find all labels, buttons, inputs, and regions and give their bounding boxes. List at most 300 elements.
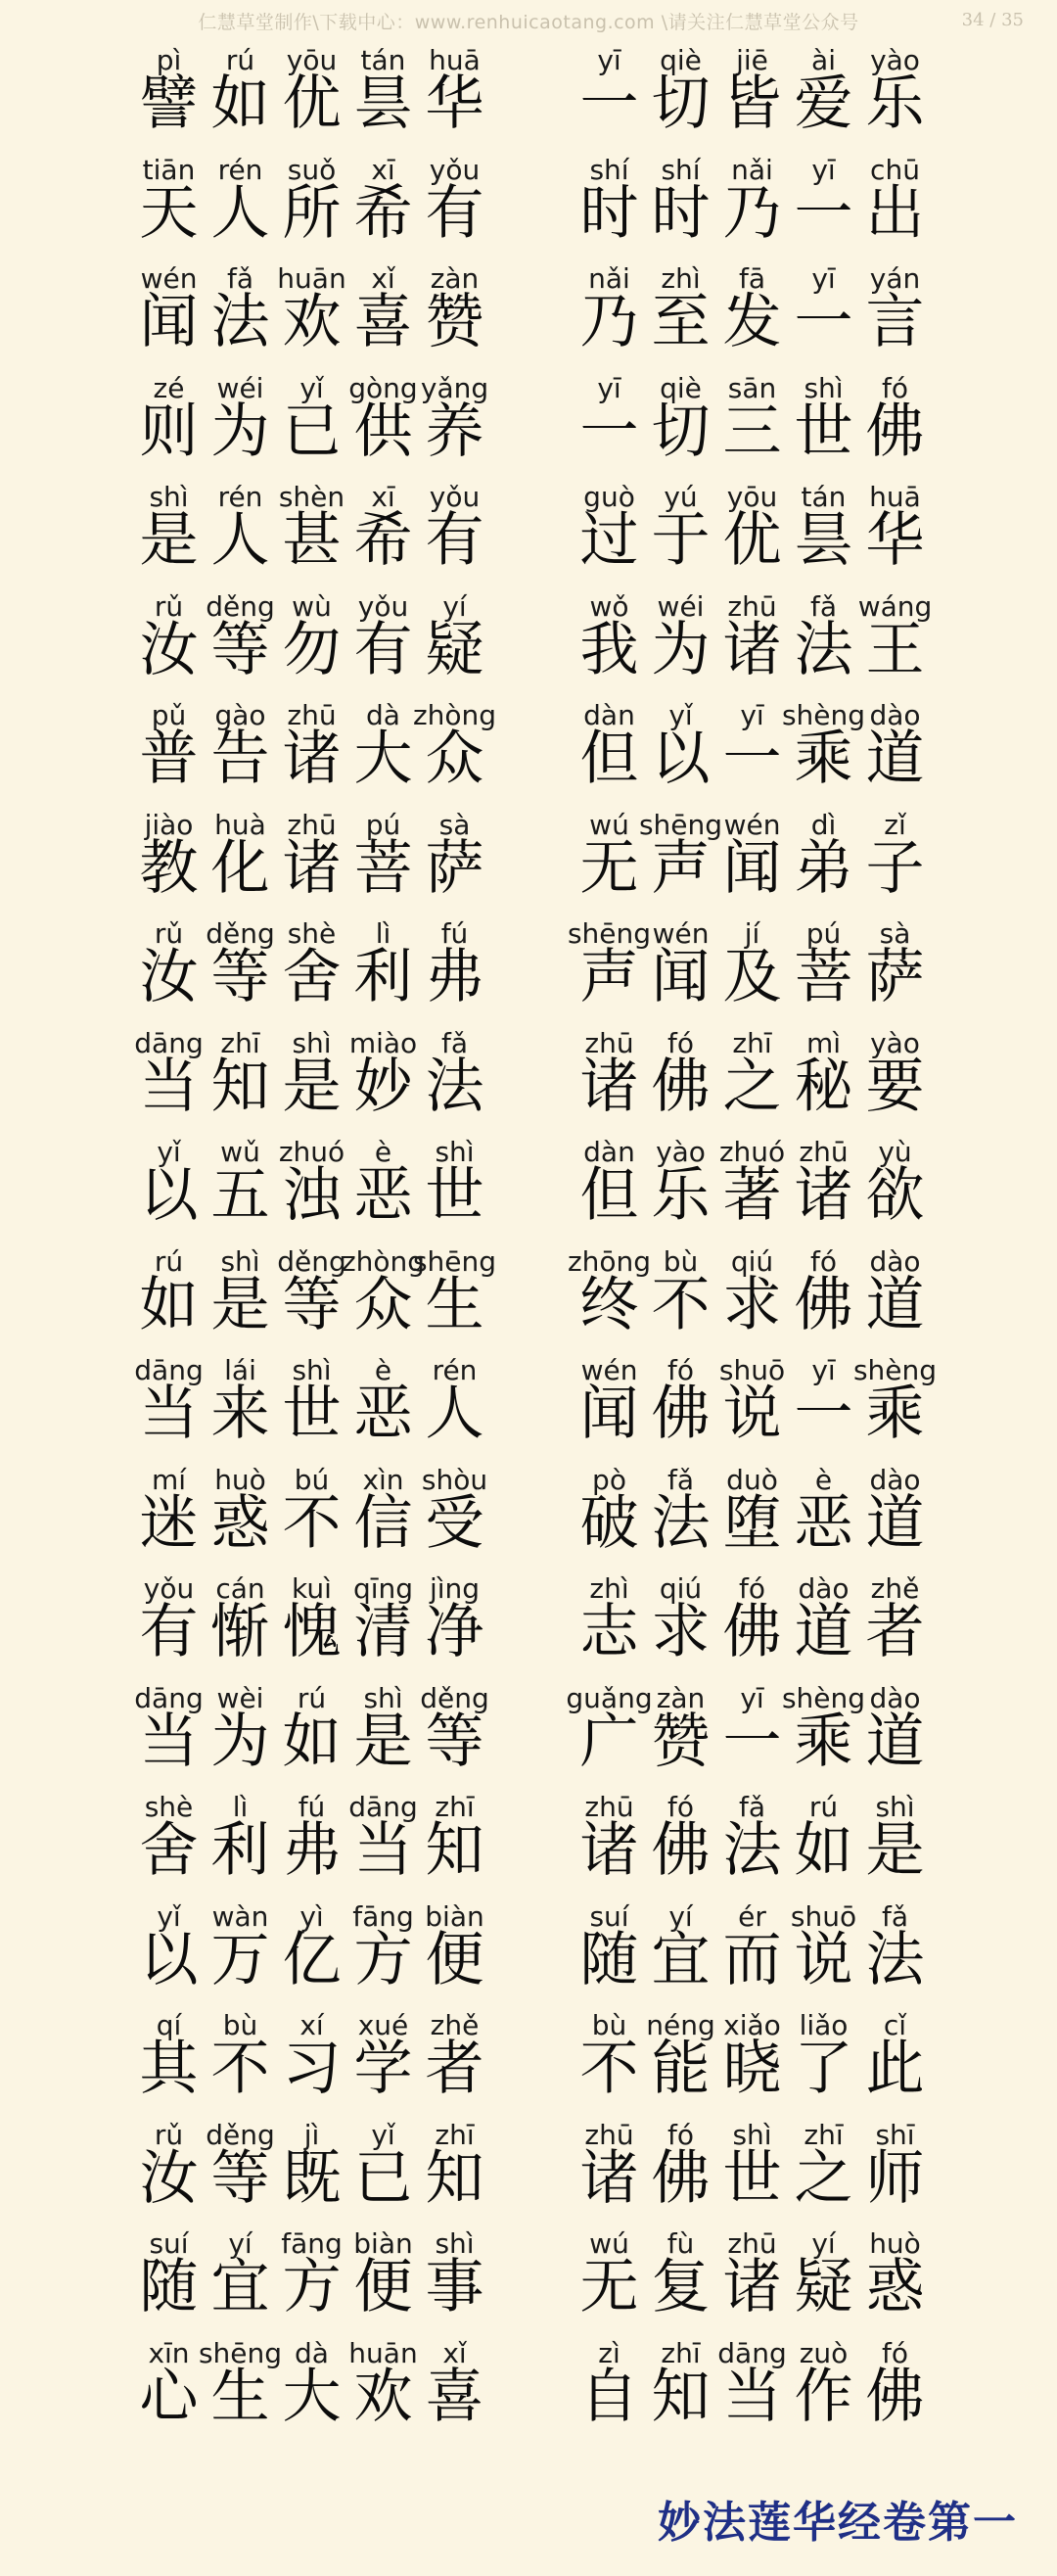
pinyin: yí: [228, 2227, 253, 2260]
pinyin: shì: [435, 2227, 475, 2260]
pinyin: xiǎo: [723, 2009, 781, 2041]
hanzi: 为: [210, 1707, 270, 1776]
hanzi: 之: [794, 2143, 853, 2213]
pinyin: yī: [597, 371, 621, 404]
hanzi: 等: [425, 1707, 484, 1776]
pinyin: shèng: [781, 1681, 866, 1714]
character-cell: [419, 1351, 490, 1461]
hanzi: 乘: [794, 725, 853, 793]
hanzi: 是: [139, 506, 199, 575]
hanzi: 道: [865, 1488, 925, 1558]
pinyin: è: [374, 1136, 392, 1168]
pinyin: jìng: [429, 1572, 481, 1605]
pinyin: yí: [442, 589, 467, 623]
pinyin: fāng: [352, 1899, 414, 1933]
pinyin: huā: [429, 44, 481, 76]
hanzi: 恶: [353, 1380, 413, 1448]
hanzi: 以: [139, 1925, 199, 1994]
verse-row: [133, 151, 936, 260]
hanzi: 无: [579, 833, 639, 903]
hanzi: 赞: [425, 288, 484, 356]
pinyin: dà: [366, 699, 400, 731]
pinyin: yǐ: [371, 2118, 395, 2151]
pinyin: yī: [811, 153, 836, 186]
hanzi: 教: [139, 833, 199, 903]
hanzi: 能: [651, 2035, 711, 2103]
pinyin: qiè: [660, 371, 702, 404]
character-cell: [412, 696, 497, 806]
hanzi: 其: [139, 2035, 199, 2103]
character-cell: [419, 806, 490, 915]
hanzi: 法: [651, 1488, 711, 1558]
character-cell: [419, 1679, 490, 1789]
hanzi: 弗: [282, 1816, 342, 1885]
hanzi: 声: [651, 833, 711, 903]
hanzi: 闻: [139, 288, 199, 356]
hanzi: 者: [425, 2035, 484, 2103]
character-cell: [419, 259, 490, 369]
character-cell: [859, 1788, 931, 1897]
character-cell: [419, 151, 490, 260]
pinyin: bú: [294, 1463, 330, 1496]
pinyin: shèng: [852, 1354, 938, 1386]
hanzi: 道: [865, 725, 925, 793]
pinyin: fāng: [281, 2227, 343, 2260]
pinyin: qiè: [660, 44, 702, 76]
pinyin: wàn: [211, 1899, 269, 1933]
pinyin: děng: [206, 589, 275, 623]
pinyin: yǐ: [157, 1136, 181, 1168]
pinyin: zhū: [727, 2227, 777, 2260]
pinyin: yào: [870, 44, 920, 76]
hanzi: 道: [865, 1270, 925, 1339]
hanzi: 一: [579, 70, 639, 138]
pinyin: suǒ: [287, 153, 337, 186]
hanzi: 以: [139, 1161, 199, 1230]
hanzi: 习: [282, 2035, 342, 2103]
hanzi: 恶: [794, 1488, 853, 1558]
pinyin: zhòng: [412, 699, 497, 731]
hanzi: 欲: [865, 1161, 925, 1230]
pinyin: huò: [214, 1463, 266, 1496]
pinyin: rén: [217, 481, 263, 513]
pinyin: jì: [303, 2118, 320, 2151]
pinyin: fó: [810, 1244, 837, 1278]
pinyin: shì: [435, 1136, 475, 1168]
hanzi: 万: [210, 1925, 270, 1994]
pinyin: zàn: [430, 262, 480, 295]
hanzi: 法: [425, 1052, 484, 1121]
hanzi: 弟: [794, 833, 853, 903]
pinyin: bù: [222, 2009, 258, 2041]
character-cell: [419, 1461, 490, 1570]
pinyin: yōu: [726, 481, 778, 513]
character-cell: [419, 478, 490, 587]
hanzi: 但: [579, 725, 639, 793]
pinyin: lì: [232, 1791, 249, 1823]
pinyin: xué: [357, 2009, 409, 2041]
hanzi: 大: [353, 725, 413, 793]
pinyin: sān: [727, 371, 777, 404]
pinyin: zhī: [220, 1026, 260, 1059]
hanzi: 有: [425, 178, 484, 248]
pinyin: yǒu: [429, 153, 481, 186]
hanzi: 不: [579, 2035, 639, 2103]
hanzi: 疑: [794, 2253, 853, 2321]
character-cell: [419, 2225, 490, 2334]
verse-row: [133, 1897, 936, 2007]
pinyin: gào: [214, 699, 266, 731]
pinyin: tiān: [142, 153, 196, 186]
pinyin: huān: [348, 2336, 418, 2369]
hanzi: 萨: [865, 943, 925, 1011]
verse-row: [133, 914, 936, 1024]
verse-row: [133, 2225, 936, 2334]
hanzi: 著: [722, 1161, 782, 1230]
pinyin: xǐ: [371, 262, 395, 295]
hanzi: 有: [139, 1598, 199, 1666]
pinyin: yī: [740, 699, 764, 731]
hanzi: 声: [579, 943, 639, 1011]
hanzi: 昙: [794, 506, 853, 575]
hanzi: 疑: [425, 615, 484, 684]
pinyin: fó: [882, 2336, 908, 2369]
hanzi: 者: [865, 1598, 925, 1666]
hanzi: 众: [425, 725, 484, 793]
pinyin: dào: [869, 1463, 921, 1496]
hanzi: 惑: [210, 1488, 270, 1558]
hanzi: 希: [353, 506, 413, 575]
hanzi: 舍: [139, 1816, 199, 1885]
pinyin: yǒu: [429, 481, 481, 513]
pinyin: huà: [214, 808, 266, 841]
pinyin: xī: [371, 481, 395, 513]
pinyin: wèi: [216, 1681, 264, 1714]
pinyin: shì: [875, 1791, 915, 1823]
character-cell: [419, 2334, 490, 2444]
character-cell: [412, 1242, 497, 1352]
pinyin: wéi: [216, 371, 264, 404]
pinyin: fǎ: [881, 1899, 908, 1933]
pinyin: shēng: [412, 1244, 497, 1278]
hanzi: 佛: [651, 1052, 711, 1121]
pinyin: fù: [666, 2227, 695, 2260]
hanzi: 了: [794, 2035, 853, 2103]
hanzi: 乐: [865, 70, 925, 138]
pinyin: lái: [224, 1354, 256, 1386]
pinyin: zhuó: [278, 1136, 345, 1168]
pinyin: fā: [738, 262, 765, 295]
pinyin: yī: [811, 262, 836, 295]
hanzi: 萨: [425, 833, 484, 903]
pinyin: yí: [668, 1899, 693, 1933]
character-cell: [859, 1024, 931, 1134]
hanzi: 人: [425, 1380, 484, 1448]
pinyin: xǐ: [442, 2336, 467, 2369]
pinyin: pú: [365, 808, 401, 841]
pinyin: zàn: [656, 1681, 706, 1714]
hanzi: 诸: [579, 2143, 639, 2213]
hanzi: 诸: [794, 1161, 853, 1230]
hanzi: 一: [794, 1380, 853, 1448]
hanzi: 已: [282, 397, 342, 466]
hanzi: 复: [651, 2253, 711, 2321]
hanzi: 破: [579, 1488, 639, 1558]
hanzi: 于: [651, 506, 711, 575]
pinyin: zǐ: [884, 808, 906, 841]
hanzi: 法: [794, 615, 853, 684]
pinyin: děng: [206, 2118, 275, 2151]
pinyin: dà: [295, 2336, 329, 2369]
hanzi: 汝: [139, 615, 199, 684]
pinyin: rú: [297, 1681, 327, 1714]
pinyin: děng: [420, 1681, 489, 1714]
pinyin: yán: [869, 262, 921, 295]
pinyin: yǐ: [157, 1899, 181, 1933]
hanzi: 受: [425, 1488, 484, 1558]
pinyin: rén: [217, 153, 263, 186]
pinyin: shèng: [781, 699, 866, 731]
hanzi: 华: [425, 70, 484, 138]
pinyin: wén: [652, 917, 710, 950]
pinyin: qí: [156, 2009, 182, 2041]
hanzi: 所: [282, 178, 342, 248]
pinyin: mì: [805, 1026, 842, 1059]
pinyin: guǎng: [566, 1681, 653, 1714]
hanzi: 宜: [210, 2253, 270, 2321]
hanzi: 利: [210, 1816, 270, 1885]
pinyin: xí: [299, 2009, 324, 2041]
character-cell: [859, 2006, 931, 2116]
pinyin: kuì: [292, 1572, 332, 1605]
hanzi: 勿: [282, 615, 342, 684]
pinyin: sà: [438, 808, 471, 841]
hanzi: 法: [722, 1816, 782, 1885]
hanzi: 三: [722, 397, 782, 466]
verse-row: [133, 696, 936, 806]
pinyin: suí: [149, 2227, 189, 2260]
pinyin: dào: [798, 1572, 850, 1605]
hanzi: 世: [794, 397, 853, 466]
hanzi: 随: [139, 2253, 199, 2321]
hanzi: 子: [865, 833, 925, 903]
hanzi: 等: [210, 943, 270, 1011]
hanzi: 众: [353, 1270, 413, 1339]
hanzi: 闻: [579, 1380, 639, 1448]
character-cell: [419, 914, 490, 1024]
pinyin: huò: [869, 2227, 921, 2260]
character-cell: [419, 587, 490, 697]
character-cell: [419, 369, 490, 479]
hanzi: 知: [425, 2143, 484, 2213]
hanzi: 是: [865, 1816, 925, 1885]
pinyin: wú: [589, 2227, 629, 2260]
hanzi: 知: [210, 1052, 270, 1121]
character-cell: [859, 151, 931, 260]
hanzi: 佛: [865, 397, 925, 466]
hanzi: 切: [651, 397, 711, 466]
pinyin: zhě: [430, 2009, 480, 2041]
pinyin: fǎ: [226, 262, 253, 295]
hanzi: 汝: [139, 943, 199, 1011]
pinyin: děng: [277, 1244, 346, 1278]
pinyin: zhū: [584, 1791, 634, 1823]
pinyin: lì: [375, 917, 391, 950]
hanzi: 道: [794, 1598, 853, 1666]
hanzi: 利: [353, 943, 413, 1011]
hanzi: 如: [794, 1816, 853, 1885]
hanzi: 宜: [651, 1925, 711, 1994]
hanzi: 如: [210, 70, 270, 138]
hanzi: 汝: [139, 2143, 199, 2213]
pinyin: fó: [667, 1026, 694, 1059]
character-cell: [859, 2225, 931, 2334]
hanzi: 学: [353, 2035, 413, 2103]
pinyin: shēng: [198, 2336, 283, 2369]
pinyin: zhòng: [341, 1244, 426, 1278]
pinyin: wǒ: [589, 589, 629, 623]
pinyin: yǐ: [668, 699, 693, 731]
verse-row: [133, 1242, 936, 1352]
hanzi: 昙: [353, 70, 413, 138]
hanzi: 告: [210, 725, 270, 793]
pinyin: suí: [589, 1899, 629, 1933]
hanzi: 及: [722, 943, 782, 1011]
hanzi: 生: [210, 2362, 270, 2431]
hanzi: 事: [425, 2253, 484, 2321]
pinyin: è: [374, 1354, 392, 1386]
pinyin: wén: [723, 808, 781, 841]
hanzi: 净: [425, 1598, 484, 1666]
verse-row: [133, 2006, 936, 2116]
verse-row: [133, 806, 936, 915]
pinyin: dàn: [583, 1136, 635, 1168]
pinyin: fó: [667, 2118, 694, 2151]
hanzi: 师: [865, 2143, 925, 2213]
hanzi: 便: [353, 2253, 413, 2321]
hanzi: 人: [210, 178, 270, 248]
hanzi: 法: [865, 1925, 925, 1994]
pinyin: chū: [870, 153, 920, 186]
pinyin: fú: [298, 1791, 326, 1823]
hanzi: 佛: [794, 1270, 853, 1339]
pinyin: shì: [363, 1681, 403, 1714]
pinyin: fó: [882, 371, 908, 404]
hanzi: 而: [722, 1925, 782, 1994]
chapter-title: 妙法莲华经卷第一: [658, 2498, 1018, 2548]
hanzi: 闻: [722, 833, 782, 903]
hanzi: 愧: [282, 1598, 342, 1666]
character-cell: [859, 41, 931, 151]
hanzi: 供: [353, 397, 413, 466]
hanzi: 世: [722, 2143, 782, 2213]
character-cell: [859, 1679, 931, 1789]
hanzi: 如: [282, 1707, 342, 1776]
hanzi: 佛: [651, 1380, 711, 1448]
hanzi: 惑: [865, 2253, 925, 2321]
hanzi: 喜: [353, 288, 413, 356]
pinyin: pǔ: [151, 699, 187, 731]
character-cell: [859, 259, 931, 369]
hanzi: 王: [865, 615, 925, 684]
pinyin: shì: [220, 1244, 260, 1278]
page-number: 34 / 35: [961, 10, 1024, 30]
hanzi: 如: [139, 1270, 199, 1339]
pinyin: zhī: [732, 1026, 772, 1059]
pinyin: shè: [144, 1791, 194, 1823]
pinyin: zhū: [287, 808, 337, 841]
hanzi: 生: [425, 1270, 484, 1339]
hanzi: 我: [579, 615, 639, 684]
character-cell: [859, 1569, 931, 1679]
character-cell: [419, 1569, 490, 1679]
pinyin: yǎng: [420, 371, 489, 404]
pinyin: wéi: [657, 589, 705, 623]
hanzi: 诸: [722, 2253, 782, 2321]
pinyin: wén: [140, 262, 198, 295]
character-cell: [419, 1788, 490, 1897]
pinyin: biàn: [353, 2227, 413, 2260]
hanzi: 诸: [579, 1052, 639, 1121]
pinyin: è: [814, 1463, 833, 1496]
hanzi: 时: [651, 178, 711, 248]
pinyin: yú: [664, 481, 698, 513]
pinyin: xīn: [148, 2336, 190, 2369]
pinyin: zhī: [435, 1791, 475, 1823]
pinyin: dì: [810, 808, 837, 841]
hanzi: 赞: [651, 1707, 711, 1776]
pinyin: bù: [663, 1244, 699, 1278]
hanzi: 言: [865, 288, 925, 356]
hanzi: 终: [579, 1270, 639, 1339]
pinyin: wén: [580, 1354, 638, 1386]
pinyin: rǔ: [154, 917, 184, 950]
hanzi: 之: [722, 1052, 782, 1121]
hanzi: 时: [579, 178, 639, 248]
pinyin: shēng: [567, 917, 652, 950]
hanzi: 但: [579, 1161, 639, 1230]
pinyin: shuō: [718, 1354, 786, 1386]
hanzi: 堕: [722, 1488, 782, 1558]
pinyin: yào: [870, 1026, 920, 1059]
pinyin: shì: [732, 2118, 772, 2151]
character-cell: [859, 1133, 931, 1242]
hanzi: 自: [579, 2362, 639, 2431]
hanzi: 不: [210, 2035, 270, 2103]
verse-row: [133, 1679, 936, 1789]
pinyin: qiú: [730, 1244, 774, 1278]
verse-row: [133, 2334, 936, 2444]
pinyin: fó: [739, 1572, 765, 1605]
character-cell: [859, 1461, 931, 1570]
hanzi: 养: [425, 397, 484, 466]
pinyin: zhū: [799, 1136, 849, 1168]
hanzi: 五: [210, 1161, 270, 1230]
hanzi: 是: [353, 1707, 413, 1776]
pinyin: shòu: [421, 1463, 488, 1496]
hanzi: 希: [353, 178, 413, 248]
pinyin: dāng: [717, 2336, 787, 2369]
hanzi: 有: [353, 615, 413, 684]
pinyin: zhuó: [718, 1136, 786, 1168]
hanzi: 舍: [282, 943, 342, 1011]
character-cell: [859, 478, 931, 587]
pinyin: wù: [292, 589, 332, 623]
pinyin: xìn: [362, 1463, 404, 1496]
character-cell: [419, 1024, 490, 1134]
pinyin: yí: [811, 2227, 836, 2260]
character-cell: [859, 2116, 931, 2225]
